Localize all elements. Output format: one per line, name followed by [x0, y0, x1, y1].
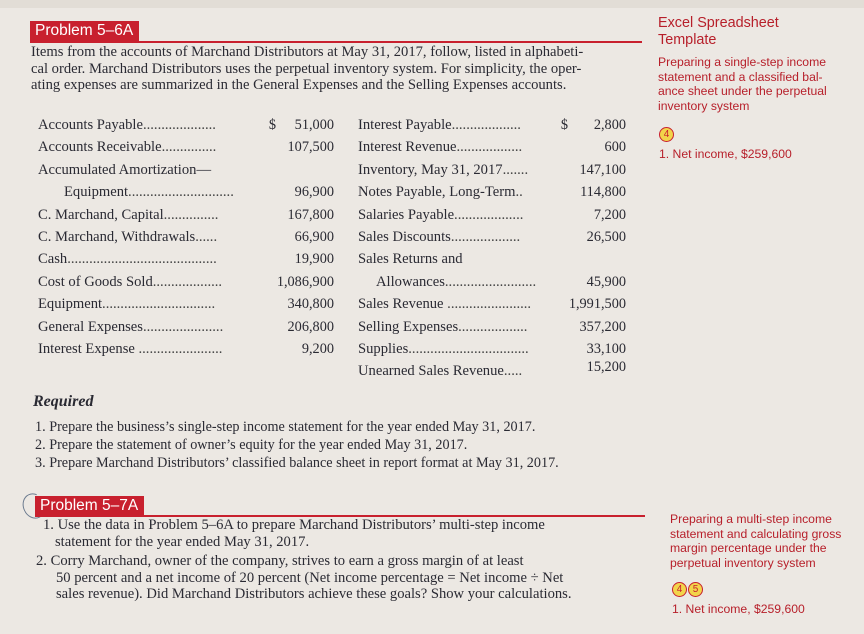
check-figure: 1. Net income, $259,600 [659, 147, 792, 161]
account-amount: 66,900 [294, 229, 334, 245]
account-name: Unearned Sales Revenue..... [358, 363, 523, 379]
top-edge [0, 0, 864, 8]
item-line: 1. Use the data in Problem 5–6A to prepare Marchand Distributors’ multi-step income [43, 517, 545, 533]
account-name: General Expenses...................... [38, 319, 224, 335]
sidebar-line: statement and calculating gross [670, 526, 842, 541]
account-amount: 7,200 [593, 207, 626, 223]
currency-symbol: $ [268, 117, 276, 133]
account-amount: 206,800 [287, 319, 334, 335]
problem-b-item-2 [36, 553, 648, 603]
intro-line: cal order. Marchand Distributors uses the perpetual inventory system. For simplicity, the oper- [31, 60, 582, 77]
account-amount: 2,800 [593, 117, 626, 133]
account-amount: 600 [604, 139, 626, 155]
intro-line: Items from the accounts of Marchand Distributors at May 31, 2017, follow, listed in alphabeti- [31, 44, 584, 60]
account-name: Inventory, May 31, 2017....... [358, 162, 529, 178]
account-name: Cost of Goods Sold................... [38, 274, 223, 290]
learning-objective-badge: 4 [659, 127, 674, 142]
sidebar-line: Preparing a single-step income [658, 55, 827, 69]
account-amount: 167,800 [287, 207, 334, 223]
item-line: 2. Corry Marchand, owner of the company, strives to earn a gross margin of at least [36, 553, 524, 569]
sidebar-line: ance sheet under the perpetual [658, 84, 827, 99]
account-name: Interest Revenue.................. [358, 139, 523, 155]
problem-b-item-1 [43, 517, 648, 550]
required-item: 2. Prepare the statement of owner’s equity for the year ended May 31, 2017. [35, 437, 468, 453]
sidebar-line: inventory system [658, 98, 750, 113]
sidebar-title-line: Template [658, 32, 717, 48]
account-amount: 357,200 [579, 319, 626, 335]
account-amount: 107,500 [287, 139, 334, 155]
item-line: statement for the year ended May 31, 2017. [55, 533, 310, 550]
required-item: 3. Prepare Marchand Distributors’ classified balance sheet in report format at May 31, 2017. [35, 455, 559, 471]
account-amount: 19,900 [294, 251, 334, 267]
account-amount: 15,200 [586, 359, 626, 375]
sidebar-line: perpetual inventory system [670, 555, 816, 570]
account-amount: 1,991,500 [568, 296, 626, 312]
account-amount: 114,800 [580, 184, 626, 200]
account-amount: 33,100 [586, 341, 626, 357]
account-name: Interest Payable................... [358, 117, 521, 133]
account-name: Accounts Receivable............... [38, 139, 217, 155]
account-name: Accumulated Amortization— [38, 162, 212, 178]
account-name: Selling Expenses................... [358, 319, 528, 335]
account-name: Interest Expense ....................... [38, 341, 223, 357]
account-name: Sales Discounts................... [358, 229, 521, 245]
sidebar-line: margin percentage under the [670, 541, 827, 556]
account-name: Sales Revenue ....................... [358, 296, 532, 312]
item-line: sales revenue). Did Marchand Distributors achieve these goals? Show your calculations. [56, 586, 572, 602]
account-name: Salaries Payable................... [358, 207, 524, 223]
problem-5-7a-header: Problem 5–7A [35, 496, 144, 517]
currency-symbol: $ [560, 117, 568, 133]
account-amount: 9,200 [301, 341, 334, 357]
account-amount: 51,000 [294, 117, 334, 133]
required-title: Required [33, 393, 94, 410]
account-name: Notes Payable, Long-Term.. [358, 184, 523, 200]
account-name: Supplies................................. [358, 341, 529, 357]
sidebar-description [658, 55, 827, 113]
account-name: C. Marchand, Withdrawals...... [38, 229, 218, 245]
problem-a-intro [31, 44, 646, 94]
account-amount: 340,800 [287, 296, 334, 312]
account-name: Equipment............................. [64, 184, 234, 200]
learning-objective-badge: 4 [672, 582, 687, 597]
problem-5-6a-header: Problem 5–6A [30, 21, 139, 42]
sidebar-title-line: Excel Spreadsheet [658, 15, 779, 31]
account-name: Equipment............................... [38, 296, 216, 312]
account-amount: 26,500 [586, 229, 626, 245]
account-amount: 1,086,900 [276, 274, 334, 290]
account-name: Cash......................................... [38, 251, 217, 267]
account-name: Allowances......................... [376, 274, 537, 290]
account-name: C. Marchand, Capital............... [38, 207, 219, 223]
sidebar-line: statement and a classified bal- [658, 69, 823, 84]
sidebar-line: Preparing a multi-step income [670, 512, 832, 526]
sidebar-description [670, 512, 841, 570]
account-amount: 147,100 [579, 162, 626, 178]
check-figure: 1. Net income, $259,600 [672, 602, 805, 616]
account-name: Sales Returns and [358, 251, 463, 267]
header-rule [30, 41, 642, 43]
required-item: 1. Prepare the business’s single-step income statement for the year ended May 31, 2017. [35, 419, 536, 435]
account-amount: 96,900 [294, 184, 334, 200]
item-line: 50 percent and a net income of 20 percent (Net income percentage = Net income ÷ Net [56, 569, 564, 586]
learning-objective-badge: 5 [688, 582, 703, 597]
sidebar-title [658, 15, 779, 49]
account-name: Accounts Payable.................... [38, 117, 216, 133]
intro-line: ating expenses are summarized in the General Expenses and the Selling Expenses accounts. [31, 77, 567, 93]
account-amount: 45,900 [586, 274, 626, 290]
